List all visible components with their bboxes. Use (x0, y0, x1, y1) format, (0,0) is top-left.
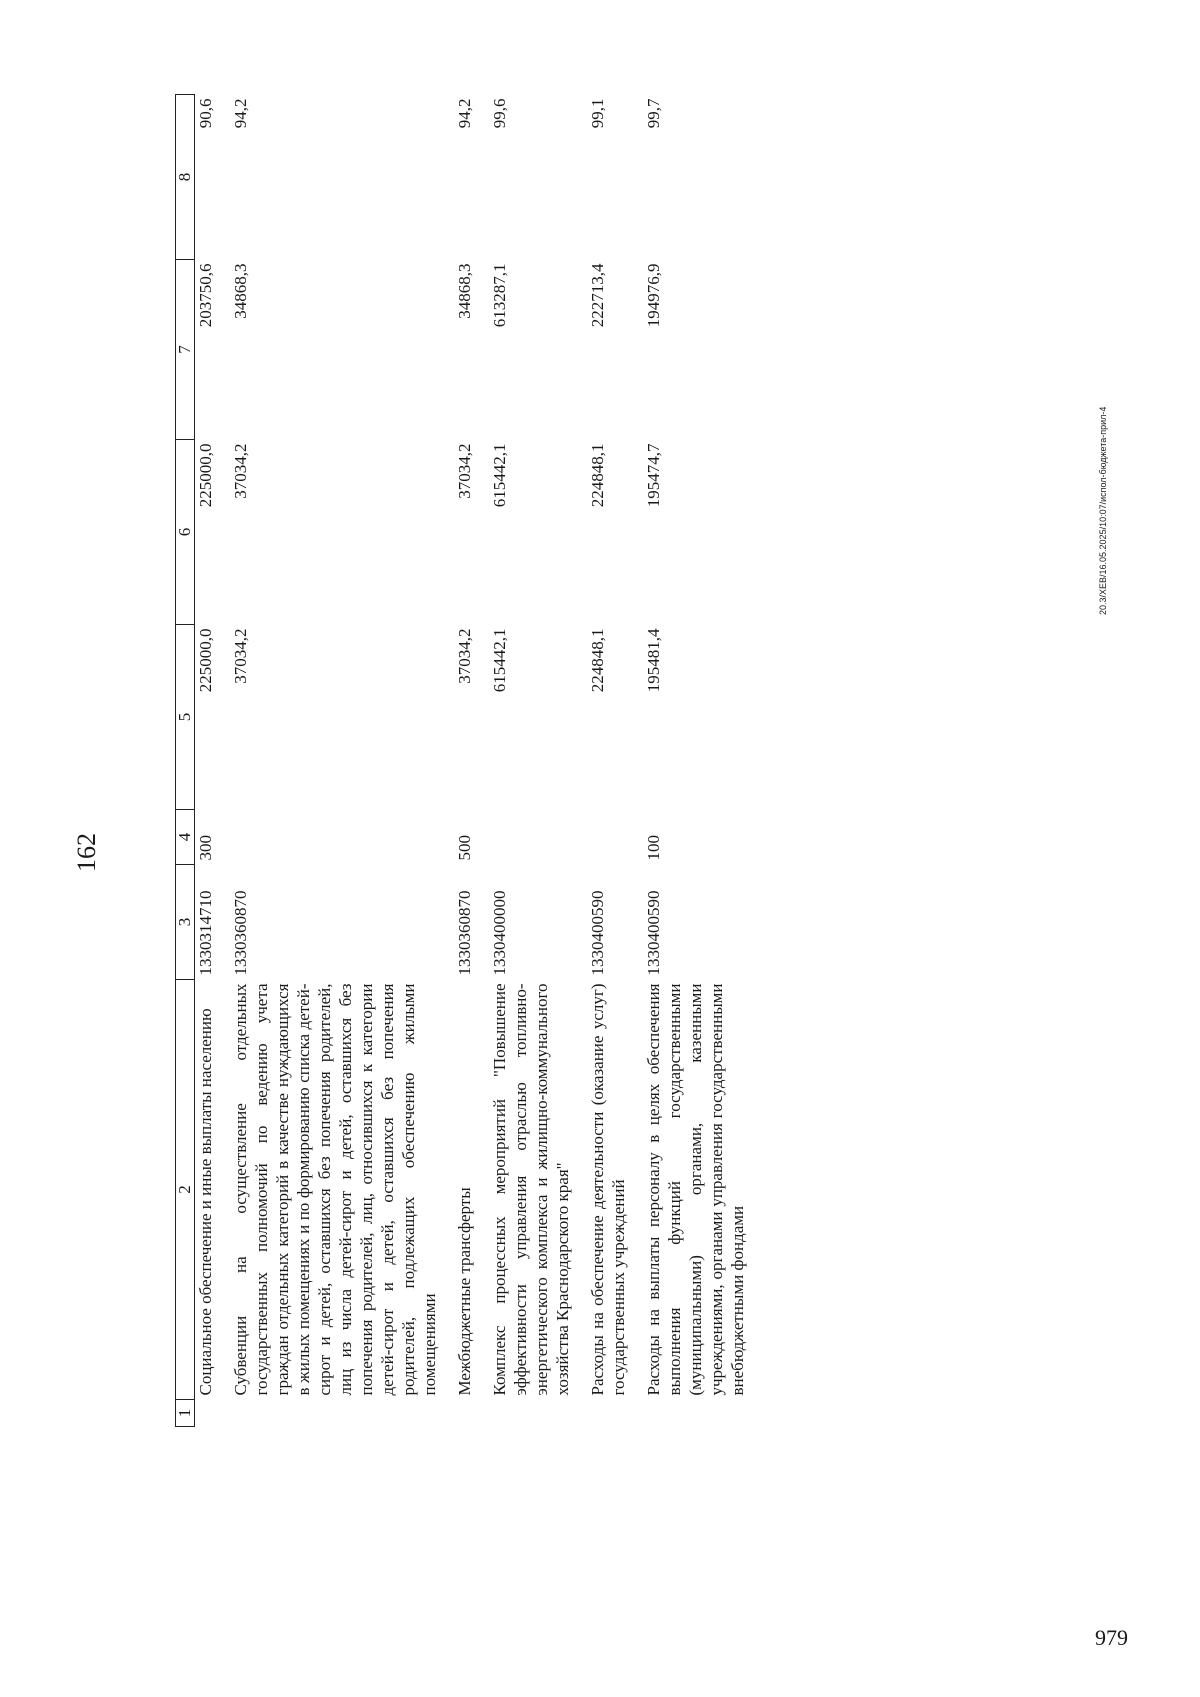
row-value-6: 225000,0 (196, 443, 215, 508)
row-value-5: 195481,4 (644, 628, 663, 693)
row-name: Социальное обеспечение и иные выплаты населению (196, 1008, 215, 1396)
row-value-6: 615442,1 (490, 443, 509, 508)
row-value-8: 99,7 (644, 98, 663, 129)
header-cell-5: 5 (176, 625, 195, 810)
header-cell-7: 7 (176, 260, 195, 440)
row-value-7: 34868,3 (231, 263, 250, 319)
row-name: Расходы на выплаты персоналу в целях обеспечения выполнения функций государственными (муниципальными) органами, казенными учреждениями, органами управления государственными внебюджетными фондами (644, 983, 747, 1396)
row-num (587, 1400, 643, 1427)
budget-table (175, 94, 762, 1427)
header-cell-8: 8 (176, 95, 195, 260)
row-value-5: 225000,0 (196, 628, 215, 693)
row-num (454, 1400, 489, 1427)
header-cell-4: 4 (176, 810, 195, 865)
table-row (230, 95, 454, 1427)
row-name: Комплекс процессных мероприятий "Повышение эффективности управления отраслью топливно-энергетического комплекса и жилищно-коммунального хозяйства Краснодарского края" (490, 983, 572, 1396)
table-row (195, 95, 231, 1427)
row-num (195, 1400, 231, 1427)
row-num (643, 1400, 762, 1427)
row-value-6: 224848,1 (588, 443, 607, 508)
document-stamp: 20.3/XEB/16.05.2025/10:07/испол-бюджета-прил-4 (1098, 406, 1108, 615)
row-vr (489, 810, 587, 865)
row-code: 1330400590 (644, 890, 663, 976)
row-num (230, 1400, 454, 1427)
row-value-7: 222713,4 (588, 263, 607, 328)
row-code: 1330360870 (455, 890, 474, 976)
row-value-8: 99,1 (588, 98, 607, 129)
bottom-page-number: 979 (1095, 1625, 1128, 1650)
header-cell-6: 6 (176, 440, 195, 625)
row-name: Межбюджетные трансферты (455, 1187, 474, 1396)
row-vr: 100 (644, 835, 663, 861)
row-value-8: 94,2 (455, 98, 474, 129)
row-value-7: 194976,9 (644, 263, 663, 328)
table-row (587, 95, 643, 1427)
row-code: 1330314710 (196, 890, 215, 976)
row-name: Субвенции на осуществление отдельных государственных полномочий по ведению учета граждан отдельных категорий в качестве нуждающихся в жилых помещениях и по формированию списка детей-сирот и детей, оставшихся без попечения родителей, лиц из числа детей-сирот и детей, оставшихся без попечения родителей, лиц, относившихся к категории детей-сирот и детей, оставшихся без попечения родителей, подлежащих обеспечению жилыми помещениями (231, 983, 439, 1396)
header-row (176, 95, 195, 1427)
row-value-6: 37034,2 (455, 443, 474, 499)
row-value-7: 203750,6 (196, 263, 215, 328)
header-cell-1: 1 (176, 1400, 195, 1427)
row-value-8: 99,6 (490, 98, 509, 129)
row-vr: 300 (196, 835, 215, 861)
table-row (489, 95, 587, 1427)
row-value-6: 37034,2 (231, 443, 250, 499)
row-value-5: 37034,2 (231, 628, 250, 684)
page-number: 162 (72, 833, 101, 872)
row-code: 1330400000 (490, 890, 509, 976)
row-value-8: 90,6 (196, 98, 215, 129)
row-vr: 500 (455, 835, 474, 861)
row-value-6: 195474,7 (644, 443, 663, 508)
header-cell-2: 2 (176, 980, 195, 1400)
table-row (454, 95, 489, 1427)
header-cell-3: 3 (176, 865, 195, 980)
row-code: 1330360870 (231, 890, 250, 976)
row-num (489, 1400, 587, 1427)
row-value-7: 34868,3 (455, 263, 474, 319)
row-value-7: 613287,1 (490, 263, 509, 328)
row-vr (230, 810, 454, 865)
row-value-8: 94,2 (231, 98, 250, 129)
row-code: 1330400590 (588, 890, 607, 976)
row-value-5: 37034,2 (455, 628, 474, 684)
row-vr (587, 810, 643, 865)
table-row (643, 95, 762, 1427)
row-name: Расходы на обеспечение деятельности (оказание услуг) государственных учреждений (588, 983, 628, 1396)
row-value-5: 224848,1 (588, 628, 607, 693)
row-value-5: 615442,1 (490, 628, 509, 693)
